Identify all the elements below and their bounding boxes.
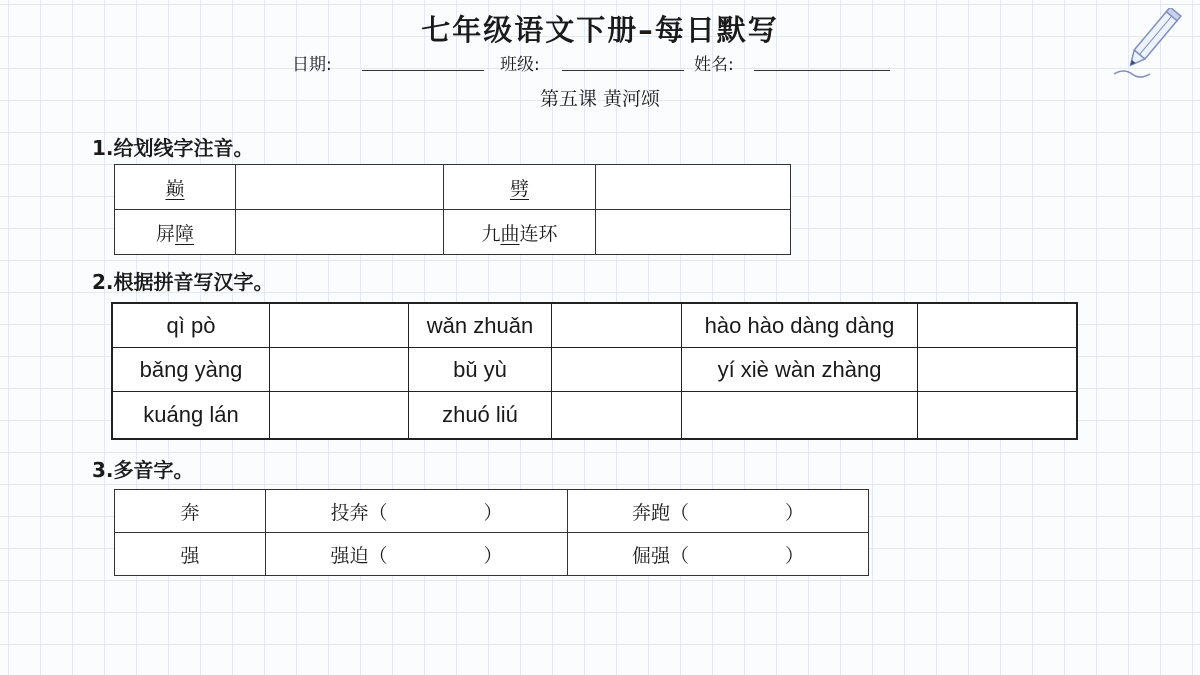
- answer-cell[interactable]: [270, 392, 409, 440]
- answer-cell[interactable]: [552, 348, 682, 392]
- section1-heading: 1.给划线字注音。: [92, 136, 254, 160]
- answer-cell[interactable]: [270, 303, 409, 348]
- answer-cell[interactable]: [270, 348, 409, 392]
- polyphone-char: 强: [115, 533, 266, 576]
- word-blank-cell[interactable]: 投奔（ ）: [266, 490, 568, 533]
- answer-cell[interactable]: [596, 210, 791, 255]
- pencil-icon: [1108, 8, 1188, 87]
- table-row: [112, 303, 1077, 348]
- table-row: [112, 392, 1077, 440]
- table-row: [115, 165, 791, 210]
- answer-cell[interactable]: [918, 392, 1078, 440]
- answer-cell[interactable]: [596, 165, 791, 210]
- pinyin-cell: yí xiè wàn zhàng: [682, 348, 918, 392]
- lesson-title: 第五课 黄河颂: [539, 88, 661, 110]
- word-blank-cell[interactable]: 倔强（ ）: [568, 533, 869, 576]
- class-blank[interactable]: [562, 70, 684, 71]
- table-row: [115, 210, 791, 255]
- word-cell: 屏障: [115, 210, 236, 255]
- name-label: 姓名:: [694, 55, 734, 75]
- pinyin-table: [111, 302, 1078, 440]
- section2-heading: 2.根据拼音写汉字。: [92, 270, 274, 294]
- answer-cell[interactable]: [918, 303, 1078, 348]
- word-blank-cell[interactable]: 奔跑（ ）: [568, 490, 869, 533]
- answer-cell[interactable]: [918, 348, 1078, 392]
- name-blank[interactable]: [754, 70, 890, 71]
- word-cell: 劈: [444, 165, 596, 210]
- word-cell: 九曲连环: [444, 210, 596, 255]
- pinyin-cell: bǔ yù: [409, 348, 552, 392]
- pinyin-cell: zhuó liú: [409, 392, 552, 440]
- polyphone-table: [114, 489, 869, 576]
- answer-cell[interactable]: [552, 392, 682, 440]
- date-label: 日期:: [292, 55, 332, 75]
- phonetic-table: [114, 164, 791, 255]
- answer-cell[interactable]: [236, 210, 444, 255]
- pinyin-cell: [682, 392, 918, 440]
- word-cell: 巅: [115, 165, 236, 210]
- section3-heading: 3.多音字。: [92, 458, 194, 482]
- date-blank[interactable]: [362, 70, 484, 71]
- pinyin-cell: bǎng yàng: [112, 348, 270, 392]
- table-row: [115, 533, 869, 576]
- answer-cell[interactable]: [236, 165, 444, 210]
- table-row: [112, 348, 1077, 392]
- class-label: 班级:: [500, 55, 540, 75]
- pinyin-cell: kuáng lán: [112, 392, 270, 440]
- polyphone-char: 奔: [115, 490, 266, 533]
- page-title: 七年级语文下册–每日默写: [421, 13, 779, 47]
- pinyin-cell: wǎn zhuǎn: [409, 303, 552, 348]
- answer-cell[interactable]: [552, 303, 682, 348]
- word-blank-cell[interactable]: 强迫（ ）: [266, 533, 568, 576]
- pinyin-cell: qì pò: [112, 303, 270, 348]
- pinyin-cell: hào hào dàng dàng: [682, 303, 918, 348]
- table-row: [115, 490, 869, 533]
